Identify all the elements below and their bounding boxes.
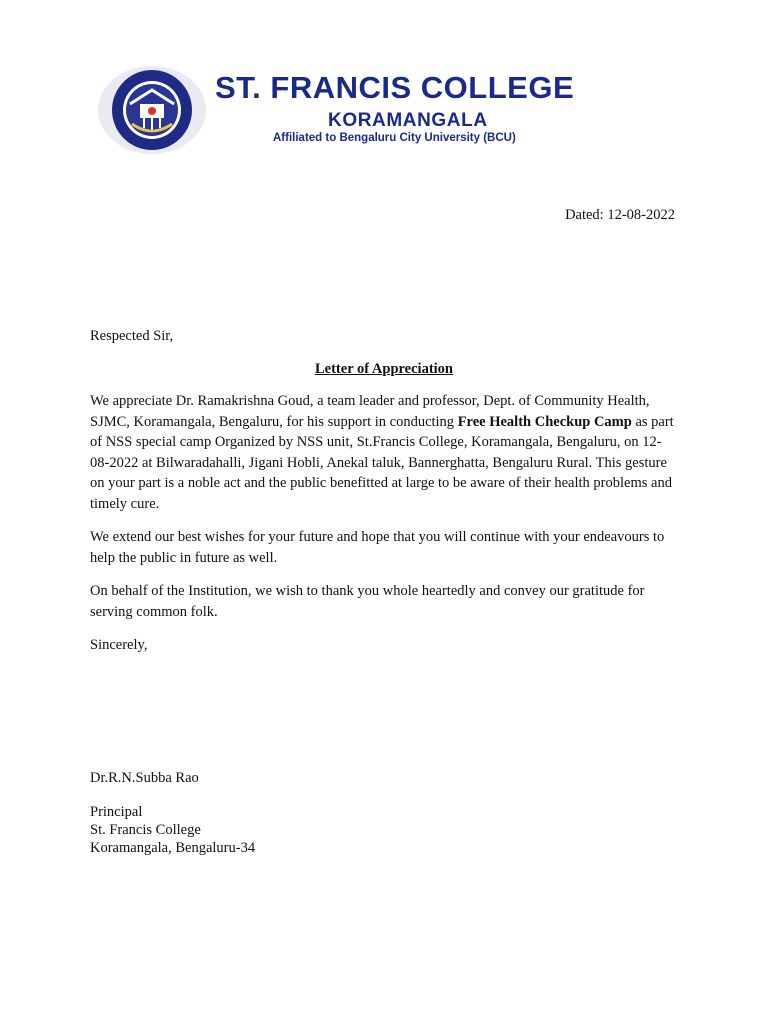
paragraph-appreciation-text-1: We appreciate Dr. Ramakrishna Goud, a team leader and professor, Dept. of Community Health, SJMC, Koramangala, Bengaluru, for his support in conducting [90,393,650,430]
paragraph-wishes: We extend our best wishes for your future and hope that you will continue with your endeavours to help the public in future as well. [90,529,665,566]
letterhead [90,62,690,162]
college-logo [96,64,208,156]
camp-name: Free Health Checkup Camp [457,413,632,430]
letter-body [90,326,678,669]
salutation: Respected Sir, [90,328,174,344]
signatory-institution: St. Francis College [90,822,201,838]
college-name: ST. FRANCIS COLLEGE [215,70,575,105]
subject-heading: Letter of Appreciation [315,360,453,377]
paragraph-appreciation-text-2: as part of NSS special camp Organized by NSS unit, St.Francis College, Koramangala, Bengaluru, on 12-08-2022 at Bilwaradahalli, Jigani Hobli, Anekal taluk, Bannerghatta, Bengaluru Rural. This gesture on your part is a noble act and the public benefitted at large to be aware of their health problems and timely cure. [90,413,674,512]
college-place: KORAMANGALA [328,110,488,131]
paragraph-gratitude: On behalf of the Institution, we wish to thank you whole heartedly and convey our gratitude for serving common folk. [90,583,645,620]
signatory-address: Koramangala, Bengaluru-34 [90,840,256,856]
paragraph-appreciation [90,391,678,514]
signatory-name: Dr.R.N.Subba Rao [90,770,199,786]
college-affiliation: Affiliated to Bengaluru City University (BCU) [273,132,516,144]
closing: Sincerely, [90,637,148,653]
signatory-title: Principal [90,804,143,820]
letter-date: Dated: 12-08-2022 [565,207,675,223]
signatory-details [90,803,255,857]
